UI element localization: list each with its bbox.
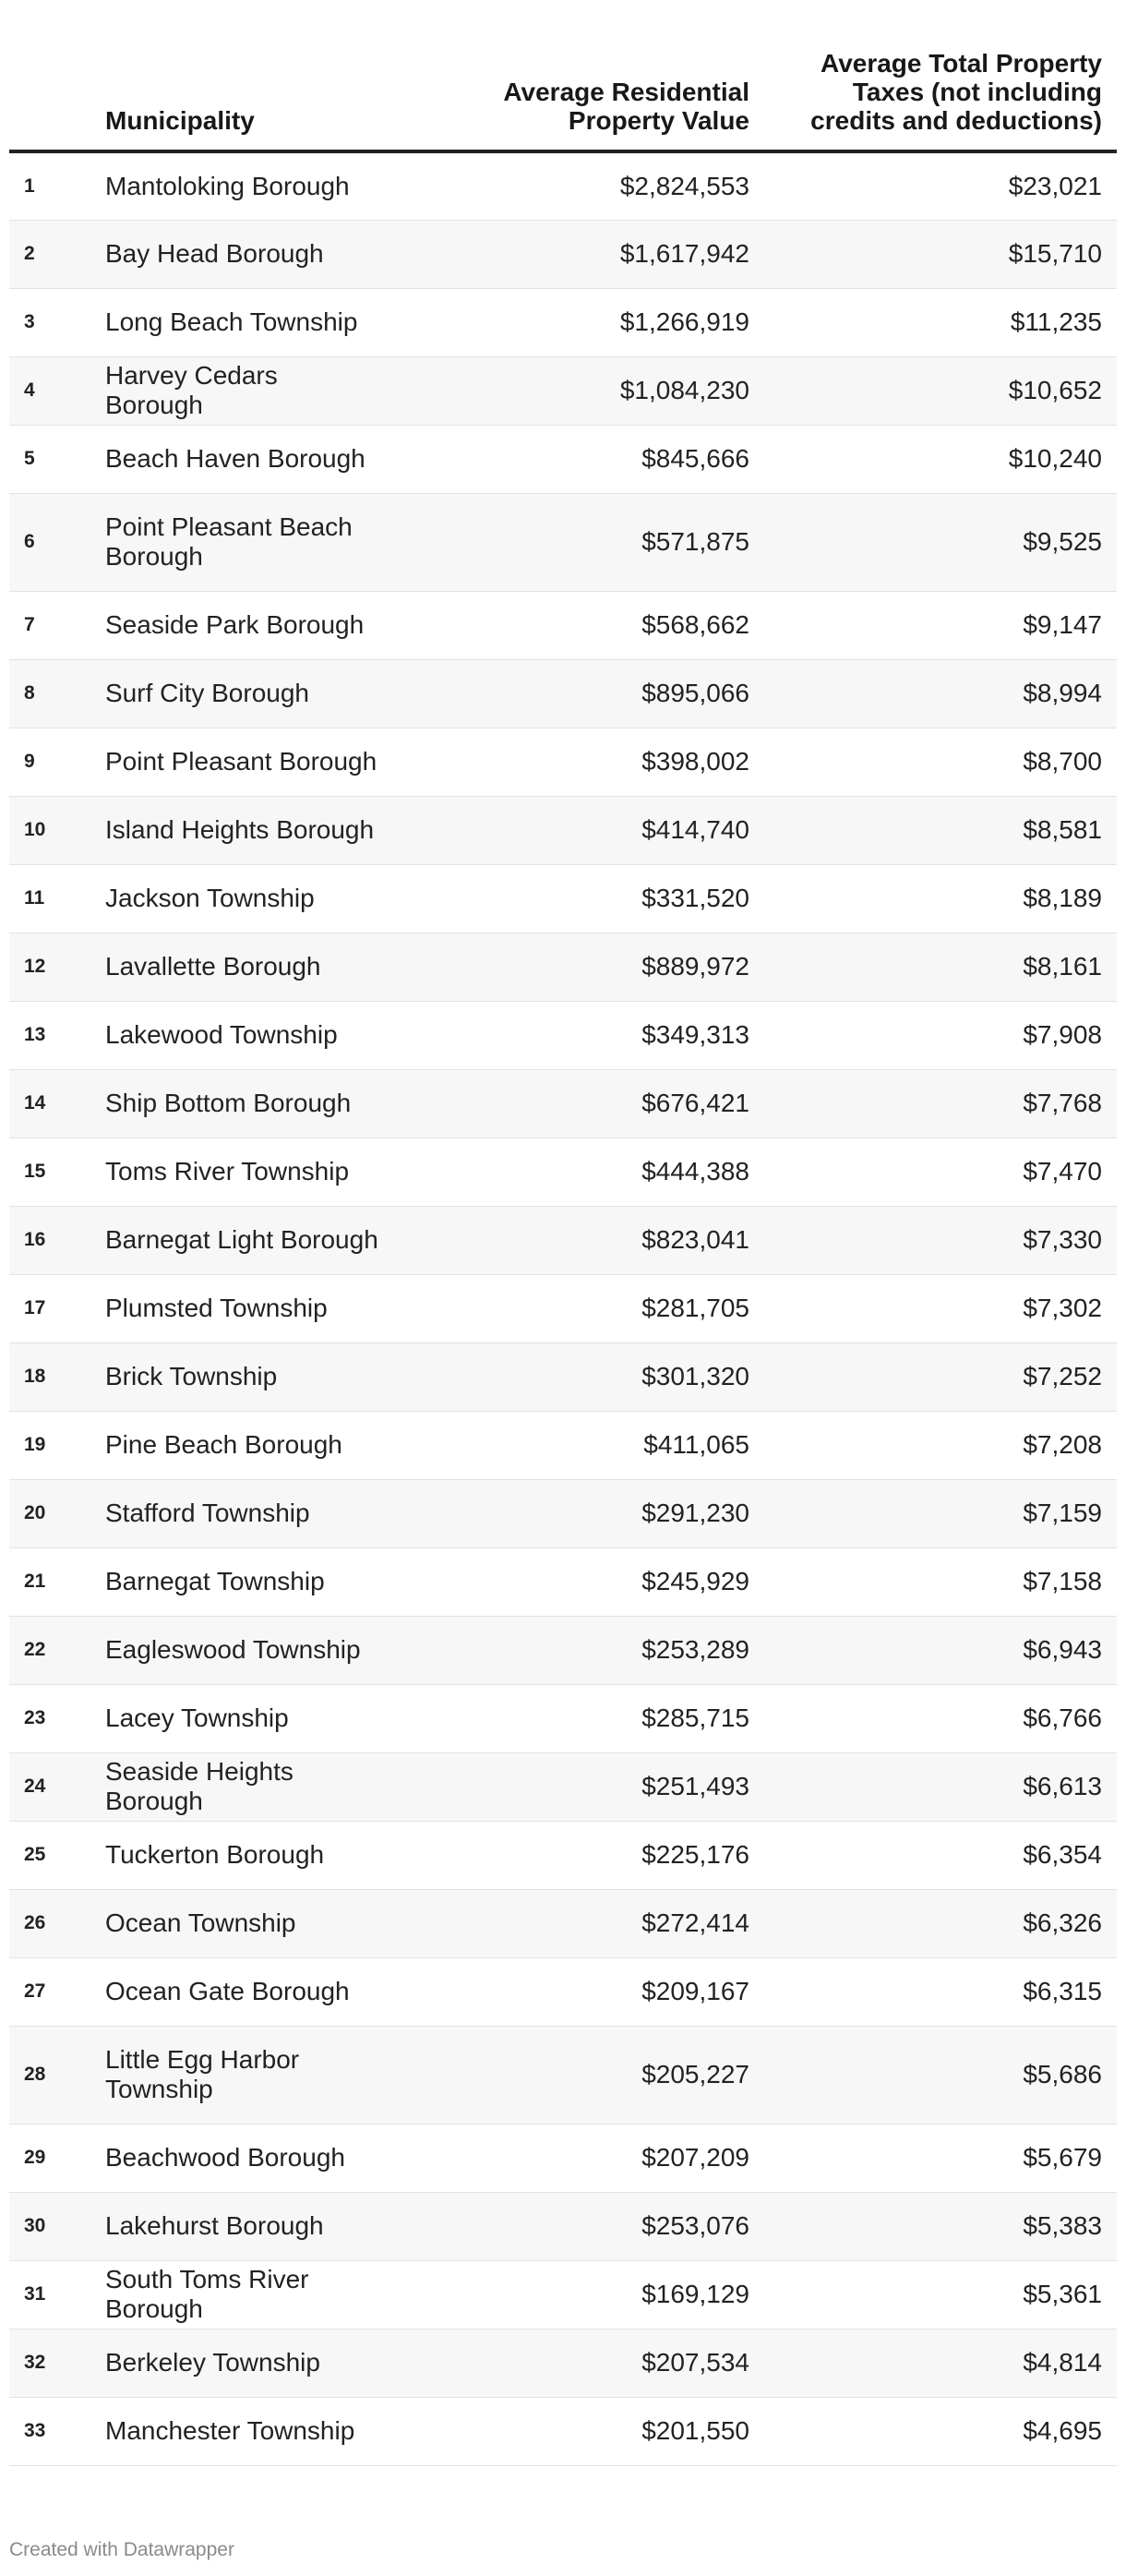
property-value-header[interactable]: Average Residential Property Value [437, 37, 764, 151]
rank-cell: 8 [9, 659, 105, 728]
table-row [9, 1752, 1117, 1821]
table-row [9, 1957, 1117, 2026]
property-taxes-cell: $4,814 [764, 2329, 1117, 2397]
property-taxes-cell: $7,908 [764, 1001, 1117, 1069]
municipality-cell: Barnegat Light Borough [105, 1206, 437, 1274]
property-taxes-cell: $23,021 [764, 151, 1117, 220]
rank-cell: 22 [9, 1616, 105, 1684]
table-row [9, 356, 1117, 425]
municipality-cell: Harvey Cedars Borough [105, 356, 437, 425]
property-value-cell: $209,167 [437, 1957, 764, 2026]
property-taxes-cell: $4,695 [764, 2397, 1117, 2465]
rank-cell: 6 [9, 493, 105, 591]
table-row [9, 1342, 1117, 1411]
table-row [9, 220, 1117, 288]
municipality-cell: Lavallette Borough [105, 933, 437, 1001]
municipality-cell: Point Pleasant Beach Borough [105, 493, 437, 591]
property-taxes-cell: $8,994 [764, 659, 1117, 728]
rank-cell: 4 [9, 356, 105, 425]
table-row [9, 1138, 1117, 1206]
table-row [9, 591, 1117, 659]
property-value-cell: $331,520 [437, 864, 764, 933]
municipality-cell: South Toms River Borough [105, 2260, 437, 2329]
property-value-cell: $253,076 [437, 2192, 764, 2260]
municipality-cell: Manchester Township [105, 2397, 437, 2465]
rank-cell: 24 [9, 1752, 105, 1821]
rank-cell: 26 [9, 1889, 105, 1957]
rank-cell: 14 [9, 1069, 105, 1138]
municipality-cell: Surf City Borough [105, 659, 437, 728]
rank-cell: 18 [9, 1342, 105, 1411]
rank-cell: 11 [9, 864, 105, 933]
property-value-cell: $889,972 [437, 933, 764, 1001]
property-value-cell: $823,041 [437, 1206, 764, 1274]
table-row [9, 2397, 1117, 2465]
property-value-cell: $398,002 [437, 728, 764, 796]
property-value-cell: $1,617,942 [437, 220, 764, 288]
header-row [9, 37, 1117, 151]
municipality-cell: Pine Beach Borough [105, 1411, 437, 1479]
table-row [9, 151, 1117, 220]
rank-cell: 1 [9, 151, 105, 220]
property-taxes-cell: $9,525 [764, 493, 1117, 591]
table-row [9, 1616, 1117, 1684]
municipality-cell: Beachwood Borough [105, 2124, 437, 2192]
property-taxes-cell: $9,147 [764, 591, 1117, 659]
property-taxes-cell: $5,361 [764, 2260, 1117, 2329]
property-value-cell: $568,662 [437, 591, 764, 659]
municipality-cell: Lacey Township [105, 1684, 437, 1752]
rank-cell: 17 [9, 1274, 105, 1342]
property-taxes-cell: $10,652 [764, 356, 1117, 425]
rank-cell: 32 [9, 2329, 105, 2397]
property-taxes-cell: $15,710 [764, 220, 1117, 288]
rank-cell: 29 [9, 2124, 105, 2192]
rank-cell: 25 [9, 1821, 105, 1889]
table-row [9, 1547, 1117, 1616]
municipality-cell: Lakehurst Borough [105, 2192, 437, 2260]
table-row [9, 1479, 1117, 1547]
property-taxes-cell: $10,240 [764, 425, 1117, 493]
municipality-cell: Seaside Park Borough [105, 591, 437, 659]
rank-cell: 31 [9, 2260, 105, 2329]
table-row [9, 2124, 1117, 2192]
municipality-cell: Lakewood Township [105, 1001, 437, 1069]
municipality-cell: Island Heights Borough [105, 796, 437, 864]
municipality-cell: Long Beach Township [105, 288, 437, 356]
property-value-cell: $676,421 [437, 1069, 764, 1138]
rank-cell: 21 [9, 1547, 105, 1616]
table-row [9, 1411, 1117, 1479]
rank-cell: 13 [9, 1001, 105, 1069]
property-taxes-cell: $7,158 [764, 1547, 1117, 1616]
table-row [9, 2329, 1117, 2397]
property-value-cell: $201,550 [437, 2397, 764, 2465]
property-taxes-cell: $8,700 [764, 728, 1117, 796]
property-taxes-cell: $7,768 [764, 1069, 1117, 1138]
table-row [9, 1001, 1117, 1069]
table-row [9, 728, 1117, 796]
rank-cell: 10 [9, 796, 105, 864]
property-value-cell: $2,824,553 [437, 151, 764, 220]
municipality-cell: Stafford Township [105, 1479, 437, 1547]
municipality-cell: Ocean Gate Borough [105, 1957, 437, 2026]
table-row [9, 1889, 1117, 1957]
property-taxes-cell: $7,470 [764, 1138, 1117, 1206]
property-taxes-cell: $8,161 [764, 933, 1117, 1001]
table-row [9, 659, 1117, 728]
property-taxes-cell: $6,943 [764, 1616, 1117, 1684]
property-taxes-cell: $7,302 [764, 1274, 1117, 1342]
property-value-cell: $272,414 [437, 1889, 764, 1957]
datawrapper-credit[interactable]: Created with Datawrapper [9, 2539, 234, 2560]
property-value-cell: $349,313 [437, 1001, 764, 1069]
municipality-cell: Barnegat Township [105, 1547, 437, 1616]
property-value-cell: $411,065 [437, 1411, 764, 1479]
table-row [9, 288, 1117, 356]
property-taxes-cell: $7,330 [764, 1206, 1117, 1274]
property-value-cell: $207,534 [437, 2329, 764, 2397]
municipality-cell: Brick Township [105, 1342, 437, 1411]
rank-cell: 33 [9, 2397, 105, 2465]
rank-cell: 28 [9, 2026, 105, 2124]
property-value-cell: $253,289 [437, 1616, 764, 1684]
property-value-cell: $205,227 [437, 2026, 764, 2124]
property-taxes-cell: $6,354 [764, 1821, 1117, 1889]
municipality-cell: Beach Haven Borough [105, 425, 437, 493]
rank-cell: 5 [9, 425, 105, 493]
table-row [9, 425, 1117, 493]
property-value-cell: $245,929 [437, 1547, 764, 1616]
table-row [9, 2260, 1117, 2329]
table-row [9, 1069, 1117, 1138]
rank-header [9, 37, 105, 151]
property-taxes-cell: $6,326 [764, 1889, 1117, 1957]
property-value-cell: $1,084,230 [437, 356, 764, 425]
rank-cell: 3 [9, 288, 105, 356]
property-value-cell: $207,209 [437, 2124, 764, 2192]
property-value-cell: $291,230 [437, 1479, 764, 1547]
property-taxes-cell: $6,766 [764, 1684, 1117, 1752]
municipality-cell: Bay Head Borough [105, 220, 437, 288]
rank-cell: 30 [9, 2192, 105, 2260]
property-taxes-header[interactable]: Average Total Property Taxes (not including credits and deductions) [764, 37, 1117, 151]
property-value-cell: $251,493 [437, 1752, 764, 1821]
property-taxes-cell: $8,189 [764, 864, 1117, 933]
municipality-cell: Jackson Township [105, 864, 437, 933]
property-taxes-cell: $7,208 [764, 1411, 1117, 1479]
rank-cell: 12 [9, 933, 105, 1001]
rank-cell: 16 [9, 1206, 105, 1274]
table-body [9, 151, 1117, 2465]
property-taxes-cell: $6,315 [764, 1957, 1117, 2026]
table-row [9, 796, 1117, 864]
property-value-cell: $281,705 [437, 1274, 764, 1342]
municipality-cell: Toms River Township [105, 1138, 437, 1206]
property-value-cell: $225,176 [437, 1821, 764, 1889]
property-tax-table [9, 37, 1117, 2466]
municipality-cell: Point Pleasant Borough [105, 728, 437, 796]
rank-cell: 15 [9, 1138, 105, 1206]
rank-cell: 9 [9, 728, 105, 796]
table-row [9, 1821, 1117, 1889]
property-taxes-cell: $8,581 [764, 796, 1117, 864]
rank-cell: 2 [9, 220, 105, 288]
municipality-cell: Seaside Heights Borough [105, 1752, 437, 1821]
table-row [9, 2026, 1117, 2124]
table-row [9, 2192, 1117, 2260]
municipality-cell: Little Egg Harbor Township [105, 2026, 437, 2124]
property-taxes-cell: $5,679 [764, 2124, 1117, 2192]
municipality-cell: Eagleswood Township [105, 1616, 437, 1684]
table-row [9, 1274, 1117, 1342]
municipality-cell: Mantoloking Borough [105, 151, 437, 220]
property-taxes-cell: $5,686 [764, 2026, 1117, 2124]
table-row [9, 1206, 1117, 1274]
property-value-cell: $845,666 [437, 425, 764, 493]
municipality-cell: Ship Bottom Borough [105, 1069, 437, 1138]
rank-cell: 19 [9, 1411, 105, 1479]
table-row [9, 493, 1117, 591]
property-taxes-cell: $7,252 [764, 1342, 1117, 1411]
table-row [9, 864, 1117, 933]
rank-cell: 20 [9, 1479, 105, 1547]
property-value-cell: $1,266,919 [437, 288, 764, 356]
property-taxes-cell: $11,235 [764, 288, 1117, 356]
table-row [9, 1684, 1117, 1752]
property-value-cell: $169,129 [437, 2260, 764, 2329]
property-value-cell: $571,875 [437, 493, 764, 591]
municipality-cell: Berkeley Township [105, 2329, 437, 2397]
property-value-cell: $895,066 [437, 659, 764, 728]
rank-cell: 23 [9, 1684, 105, 1752]
municipality-header[interactable]: Municipality [105, 37, 437, 151]
municipality-cell: Plumsted Township [105, 1274, 437, 1342]
rank-cell: 7 [9, 591, 105, 659]
municipality-cell: Ocean Township [105, 1889, 437, 1957]
table-row [9, 933, 1117, 1001]
property-value-cell: $301,320 [437, 1342, 764, 1411]
property-value-cell: $414,740 [437, 796, 764, 864]
rank-cell: 27 [9, 1957, 105, 2026]
table-header [9, 37, 1117, 151]
property-value-cell: $444,388 [437, 1138, 764, 1206]
property-taxes-cell: $7,159 [764, 1479, 1117, 1547]
property-taxes-cell: $5,383 [764, 2192, 1117, 2260]
property-taxes-cell: $6,613 [764, 1752, 1117, 1821]
property-value-cell: $285,715 [437, 1684, 764, 1752]
municipality-cell: Tuckerton Borough [105, 1821, 437, 1889]
